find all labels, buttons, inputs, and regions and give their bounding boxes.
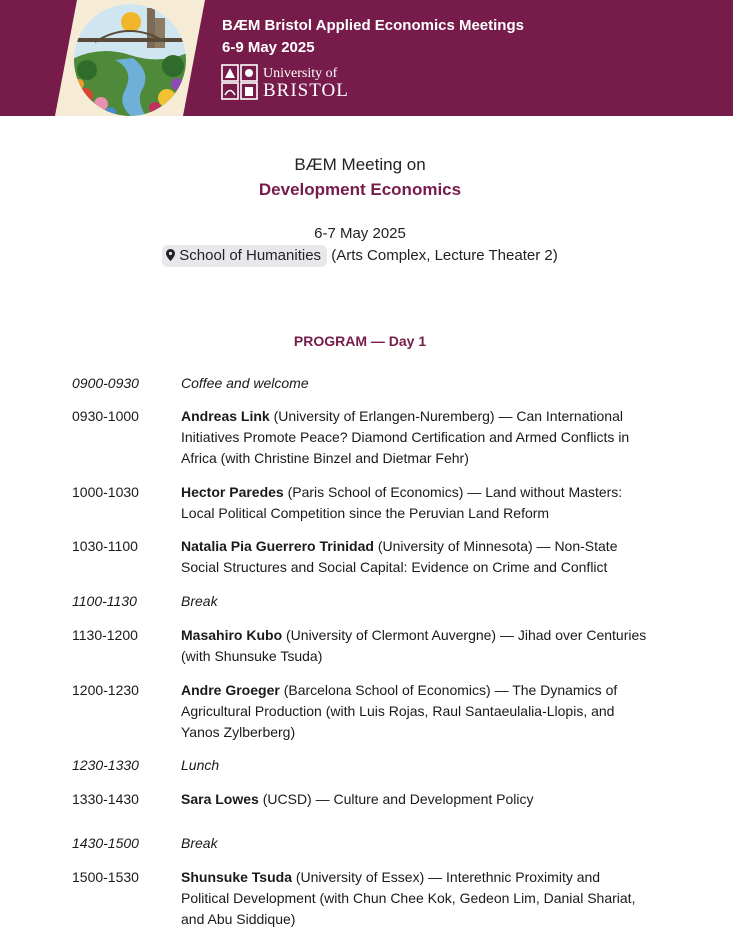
university-crest-icon bbox=[221, 64, 259, 100]
speaker-name: Masahiro Kubo bbox=[181, 627, 283, 643]
session-talk bbox=[181, 482, 651, 524]
speaker-name: Natalia Pia Guerrero Trinidad bbox=[181, 538, 374, 554]
session-talk bbox=[181, 867, 651, 930]
meeting-dates: 6-7 May 2025 bbox=[314, 225, 406, 242]
speaker-name: Sara Lowes bbox=[181, 791, 259, 807]
session-talk bbox=[181, 406, 651, 469]
session-title: Lunch bbox=[181, 757, 220, 773]
talk-details: (Paris School of Economics) — Land without Masters: Local Political Competition since the Peruvian Land Reform bbox=[181, 484, 623, 521]
session-talk bbox=[181, 536, 651, 578]
meeting-topic: Development Economics bbox=[258, 180, 462, 199]
speaker-name: Andre Groeger bbox=[181, 682, 280, 698]
venue-detail: (Arts Complex, Lecture Theater 2) bbox=[331, 247, 558, 264]
session-title: Coffee and welcome bbox=[181, 375, 309, 391]
venue bbox=[0, 245, 720, 267]
event-dates: 6-9 May 2025 bbox=[222, 39, 315, 56]
speaker-name: Shunsuke Tsuda bbox=[181, 869, 292, 885]
page-header bbox=[0, 0, 733, 116]
session-time: 1200-1230 bbox=[72, 682, 139, 698]
session-time: 1030-1100 bbox=[72, 538, 138, 554]
location-pin-icon bbox=[166, 249, 175, 261]
session-time: 0930-1000 bbox=[72, 408, 139, 424]
session-talk bbox=[181, 625, 651, 667]
session-title: Break bbox=[181, 593, 218, 609]
session-time: 1230-1330 bbox=[72, 757, 139, 773]
session-time: 0900-0930 bbox=[72, 375, 139, 391]
talk-details: (University of Erlangen-Nuremberg) — Can International Initiatives Promote Peace? Diamond Certification and Armed Conflicts in Africa (with Christine Binzel and Dietmar Fehr) bbox=[181, 408, 630, 466]
talk-details: (Barcelona School of Economics) — The Dynamics of Agricultural Production (with Luis Rojas, Raul Santaeulalia-Llopis, and Yanos Zylberberg) bbox=[181, 682, 618, 740]
session-time: 1330-1430 bbox=[72, 791, 139, 807]
university-label: University of bbox=[263, 66, 338, 81]
talk-details: (University of Essex) — Interethnic Proximity and Political Development (with Chun Chee Kok, Gedeon Lim, Danial Shariat, and Abu Siddique) bbox=[181, 869, 636, 927]
talk-details: (UCSD) — Culture and Development Policy bbox=[258, 791, 534, 807]
session-time: 1500-1530 bbox=[72, 869, 139, 885]
meeting-heading: BÆM Meeting on bbox=[294, 155, 426, 174]
venue-chip[interactable] bbox=[162, 245, 327, 267]
program-title: PROGRAM — Day 1 bbox=[293, 333, 427, 349]
speaker-name: Hector Paredes bbox=[181, 484, 284, 500]
session-talk bbox=[181, 680, 651, 743]
event-name: BÆM Bristol Applied Economics Meetings bbox=[222, 17, 524, 34]
talk-details: (University of Minnesota) — Non-State Social Structures and Social Capital: Evidence on Crime and Conflict bbox=[181, 538, 618, 575]
talk-details: (University of Clermont Auvergne) — Jihad over Centuries (with Shunsuke Tsuda) bbox=[181, 627, 647, 664]
session-talk bbox=[181, 789, 651, 810]
speaker-name: Andreas Link bbox=[181, 408, 270, 424]
venue-main: School of Humanities bbox=[179, 247, 322, 264]
conference-logo bbox=[55, 0, 205, 116]
session-time: 1100-1130 bbox=[72, 593, 137, 609]
university-logo bbox=[221, 64, 356, 102]
session-time: 1430-1500 bbox=[72, 835, 139, 851]
session-time: 1000-1030 bbox=[72, 484, 139, 500]
session-time: 1130-1200 bbox=[72, 627, 138, 643]
session-title: Break bbox=[181, 835, 218, 851]
university-name: BRISTOL bbox=[263, 80, 349, 101]
